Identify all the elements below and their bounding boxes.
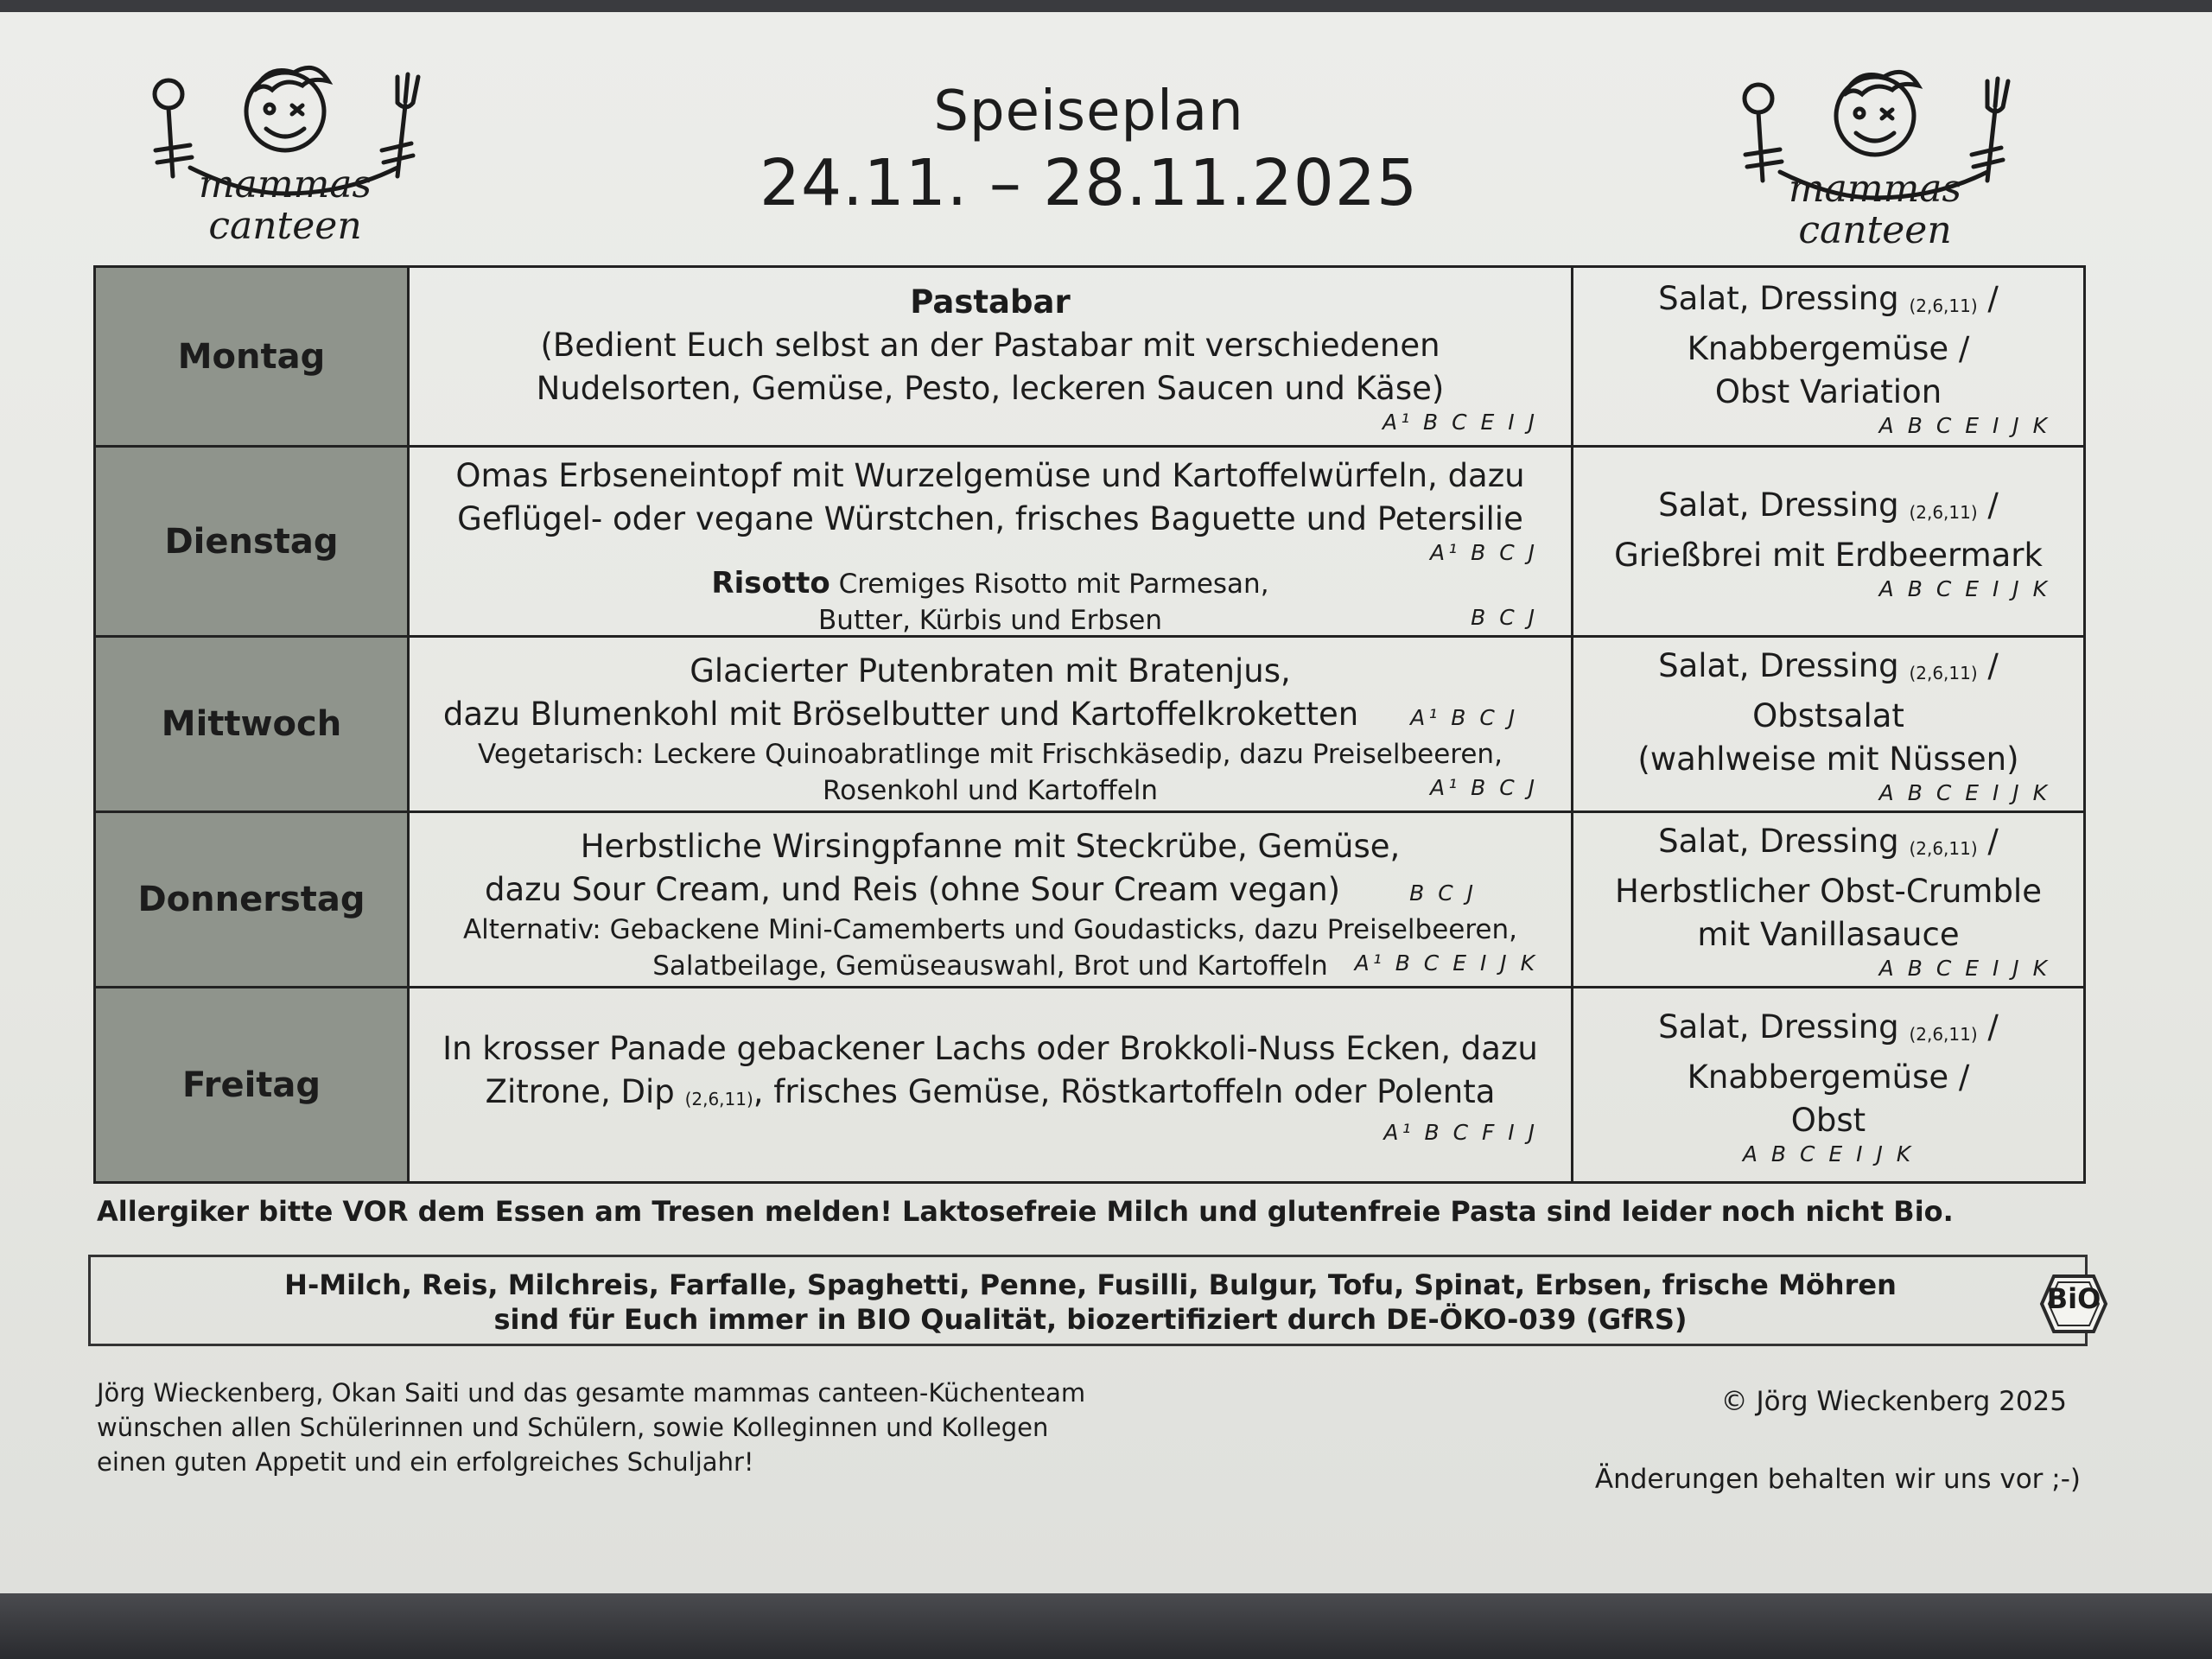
sub-codes: (2,6,11) — [684, 1088, 753, 1109]
sub-codes: (2,6,11) — [1909, 295, 1978, 316]
side-text: Salat, Dressing — [1658, 279, 1899, 317]
side-text: Salat, Dressing — [1658, 486, 1899, 524]
allergen-codes: A B C E I J K — [1878, 780, 2050, 805]
table-row — [95, 447, 2085, 637]
dish-line — [423, 693, 1557, 736]
greeting-line: einen guten Appetit und ein erfolgreiches Schuljahr! — [97, 1447, 754, 1477]
dish-text: , frisches Gemüse, Röstkartoffeln oder Polenta — [753, 1072, 1496, 1110]
side-text: / — [1977, 279, 1999, 317]
dish-text: dazu Blumenkohl mit Bröselbutter und Kartoffelkroketten — [442, 696, 1359, 733]
bio-text — [91, 1268, 2090, 1337]
copyright: © Jörg Wieckenberg 2025 — [1720, 1386, 2067, 1417]
title-block — [743, 77, 1434, 220]
side-text: / — [1977, 823, 1999, 860]
side-line: Grießbrei mit Erdbeermark — [1614, 536, 2043, 574]
side-line — [1587, 277, 2069, 327]
changes-note: Änderungen behalten wir uns vor ;-) — [1594, 1464, 2081, 1495]
side-text: / — [1977, 486, 1999, 524]
table-row — [95, 988, 2085, 1183]
side-line: (wahlweise mit Nüssen) — [1637, 741, 2019, 778]
side-line: Obst — [1790, 1101, 1866, 1139]
logo-text-top: mammas — [198, 162, 372, 207]
dish-line: Omas Erbseneintopf mit Wurzelgemüse und Kartoffelwürfeln, dazu — [455, 457, 1525, 494]
dish-line: Geflügel- oder vegane Würstchen, frisches Baguette und Petersilie — [457, 500, 1523, 537]
side-line: Obst Variation — [1714, 372, 1942, 410]
bio-info-box — [88, 1255, 2101, 1346]
alt-dish-line: Alternativ: Gebackene Mini-Camemberts und Goudasticks, dazu Preiselbeeren, — [462, 914, 1518, 945]
day-cell: Montag — [95, 267, 409, 447]
main-dish-cell — [409, 267, 1573, 447]
day-cell: Donnerstag — [95, 812, 409, 988]
main-dish-cell — [409, 988, 1573, 1183]
logo-text-bottom: canteen — [1798, 208, 1952, 252]
header — [0, 12, 2212, 267]
bio-line: sind für Euch immer in BIO Qualität, biozertifiziert durch DE-ÖKO-039 (GfRS) — [493, 1303, 1688, 1336]
side-text: Salat, Dressing — [1658, 647, 1899, 684]
side-line — [1587, 484, 2069, 534]
allergen-codes: A B C E I J K — [1742, 1141, 1915, 1166]
allergen-codes: B C J — [1471, 605, 1538, 630]
side-line — [1587, 1006, 2069, 1056]
bio-logo-text: BiO — [2046, 1282, 2101, 1315]
dish-title: Pastabar — [910, 283, 1071, 321]
table-row — [95, 812, 2085, 988]
sub-codes: (2,6,11) — [1909, 1023, 1978, 1045]
alt-dish-line: Salatbeilage, Gemüseauswahl, Brot und Kartoffeln — [652, 950, 1328, 982]
allergen-codes: A¹ B C F I J — [1383, 1119, 1538, 1145]
allergen-codes: A¹ B C J — [1430, 775, 1538, 800]
dish-text: dazu Sour Cream, und Reis (ohne Sour Cream vegan) — [485, 871, 1341, 908]
side-dish-cell — [1573, 447, 2085, 637]
allergen-codes: B C J — [1409, 880, 1477, 906]
side-text: Salat, Dressing — [1658, 823, 1899, 860]
menu-sheet — [0, 12, 2212, 1593]
alt-dish-title: Risotto — [711, 566, 830, 601]
side-line: mit Vanillasauce — [1697, 916, 1960, 953]
alt-dish-text: Cremiges Risotto mit Parmesan, — [830, 569, 1269, 600]
bio-seal-icon — [2026, 1269, 2121, 1338]
main-dish-cell — [409, 812, 1573, 988]
bio-line: H-Milch, Reis, Milchreis, Farfalle, Spaghetti, Penne, Fusilli, Bulgur, Tofu, Spinat, Erbsen, frische Möhren — [284, 1268, 1897, 1301]
greeting — [97, 1376, 1134, 1479]
greeting-line: Jörg Wieckenberg, Okan Saiti und das gesamte mammas canteen-Küchenteam — [97, 1378, 1086, 1408]
dish-line: Glacierter Putenbraten mit Bratenjus, — [690, 652, 1291, 690]
side-text: Salat, Dressing — [1658, 1007, 1899, 1046]
dish-text: Zitrone, Dip — [485, 1072, 685, 1110]
side-line: Herbstlicher Obst-Crumble — [1615, 873, 2042, 910]
alt-dish-line: Vegetarisch: Leckere Quinoabratlinge mit Frischkäsedip, dazu Preiselbeeren, — [478, 739, 1503, 770]
side-line — [1587, 645, 2069, 695]
table-row — [95, 267, 2085, 447]
allergen-codes: A¹ B C E I J K — [1354, 950, 1538, 976]
allergy-note: Allergiker bitte VOR dem Essen am Tresen melden! Laktosefreie Milch und glutenfreie Pasta sind leider noch nicht Bio. — [97, 1195, 1954, 1228]
side-text: / — [1977, 1007, 1999, 1046]
menu-table — [93, 265, 2086, 1184]
table-row — [95, 637, 2085, 812]
dish-line: In krosser Panade gebackener Lachs oder Brokkoli-Nuss Ecken, dazu — [442, 1029, 1538, 1067]
allergen-codes: A¹ B C J — [1430, 540, 1538, 565]
side-dish-cell — [1573, 637, 2085, 812]
sub-codes: (2,6,11) — [1909, 501, 1978, 523]
greeting-line: wünschen allen Schülerinnen und Schülern, sowie Kolleginnen und Kollegen — [97, 1413, 1049, 1442]
day-cell: Freitag — [95, 988, 409, 1183]
alt-dish-line: Butter, Kürbis und Erbsen — [818, 605, 1162, 636]
main-dish-cell — [409, 637, 1573, 812]
side-dish-cell — [1573, 988, 2085, 1183]
side-dish-cell — [1573, 267, 2085, 447]
allergen-codes: A¹ B C E I J — [1382, 409, 1538, 435]
side-text: / — [1977, 647, 1999, 684]
alt-dish-line — [423, 565, 1557, 602]
dish-line: Herbstliche Wirsingpfanne mit Steckrübe, Gemüse, — [580, 828, 1401, 865]
side-line: Knabbergemüse / — [1687, 1058, 1970, 1096]
logo-text-top: mammas — [1788, 167, 1962, 211]
side-dish-cell — [1573, 812, 2085, 988]
dish-line — [423, 868, 1557, 912]
page-title: Speiseplan — [933, 79, 1244, 143]
allergen-codes: A B C E I J K — [1878, 412, 2050, 438]
side-line: Knabbergemüse / — [1687, 329, 1970, 367]
alt-dish-line: Rosenkohl und Kartoffeln — [822, 775, 1159, 806]
monitor-bezel — [0, 1593, 2212, 1659]
dish-line: Nudelsorten, Gemüse, Pesto, leckeren Saucen und Käse) — [536, 369, 1445, 407]
sub-codes: (2,6,11) — [1909, 663, 1978, 683]
dish-line — [423, 1071, 1557, 1121]
allergen-codes: A¹ B C J — [1410, 705, 1519, 730]
mammas-canteen-logo-right — [1728, 60, 2022, 258]
allergen-codes: A B C E I J K — [1878, 956, 2050, 981]
side-line: Obstsalat — [1752, 697, 1904, 734]
logo-text-bottom: canteen — [208, 204, 362, 248]
dish-line: (Bedient Euch selbst an der Pastabar mit verschiedenen — [540, 326, 1440, 364]
main-dish-cell — [409, 447, 1573, 637]
day-cell: Dienstag — [95, 447, 409, 637]
day-cell: Mittwoch — [95, 637, 409, 812]
side-line — [1587, 820, 2069, 870]
sub-codes: (2,6,11) — [1909, 838, 1978, 859]
allergen-codes: A B C E I J K — [1878, 575, 2050, 601]
date-range: 24.11. – 28.11.2025 — [759, 146, 1419, 220]
mammas-canteen-logo — [138, 55, 432, 254]
